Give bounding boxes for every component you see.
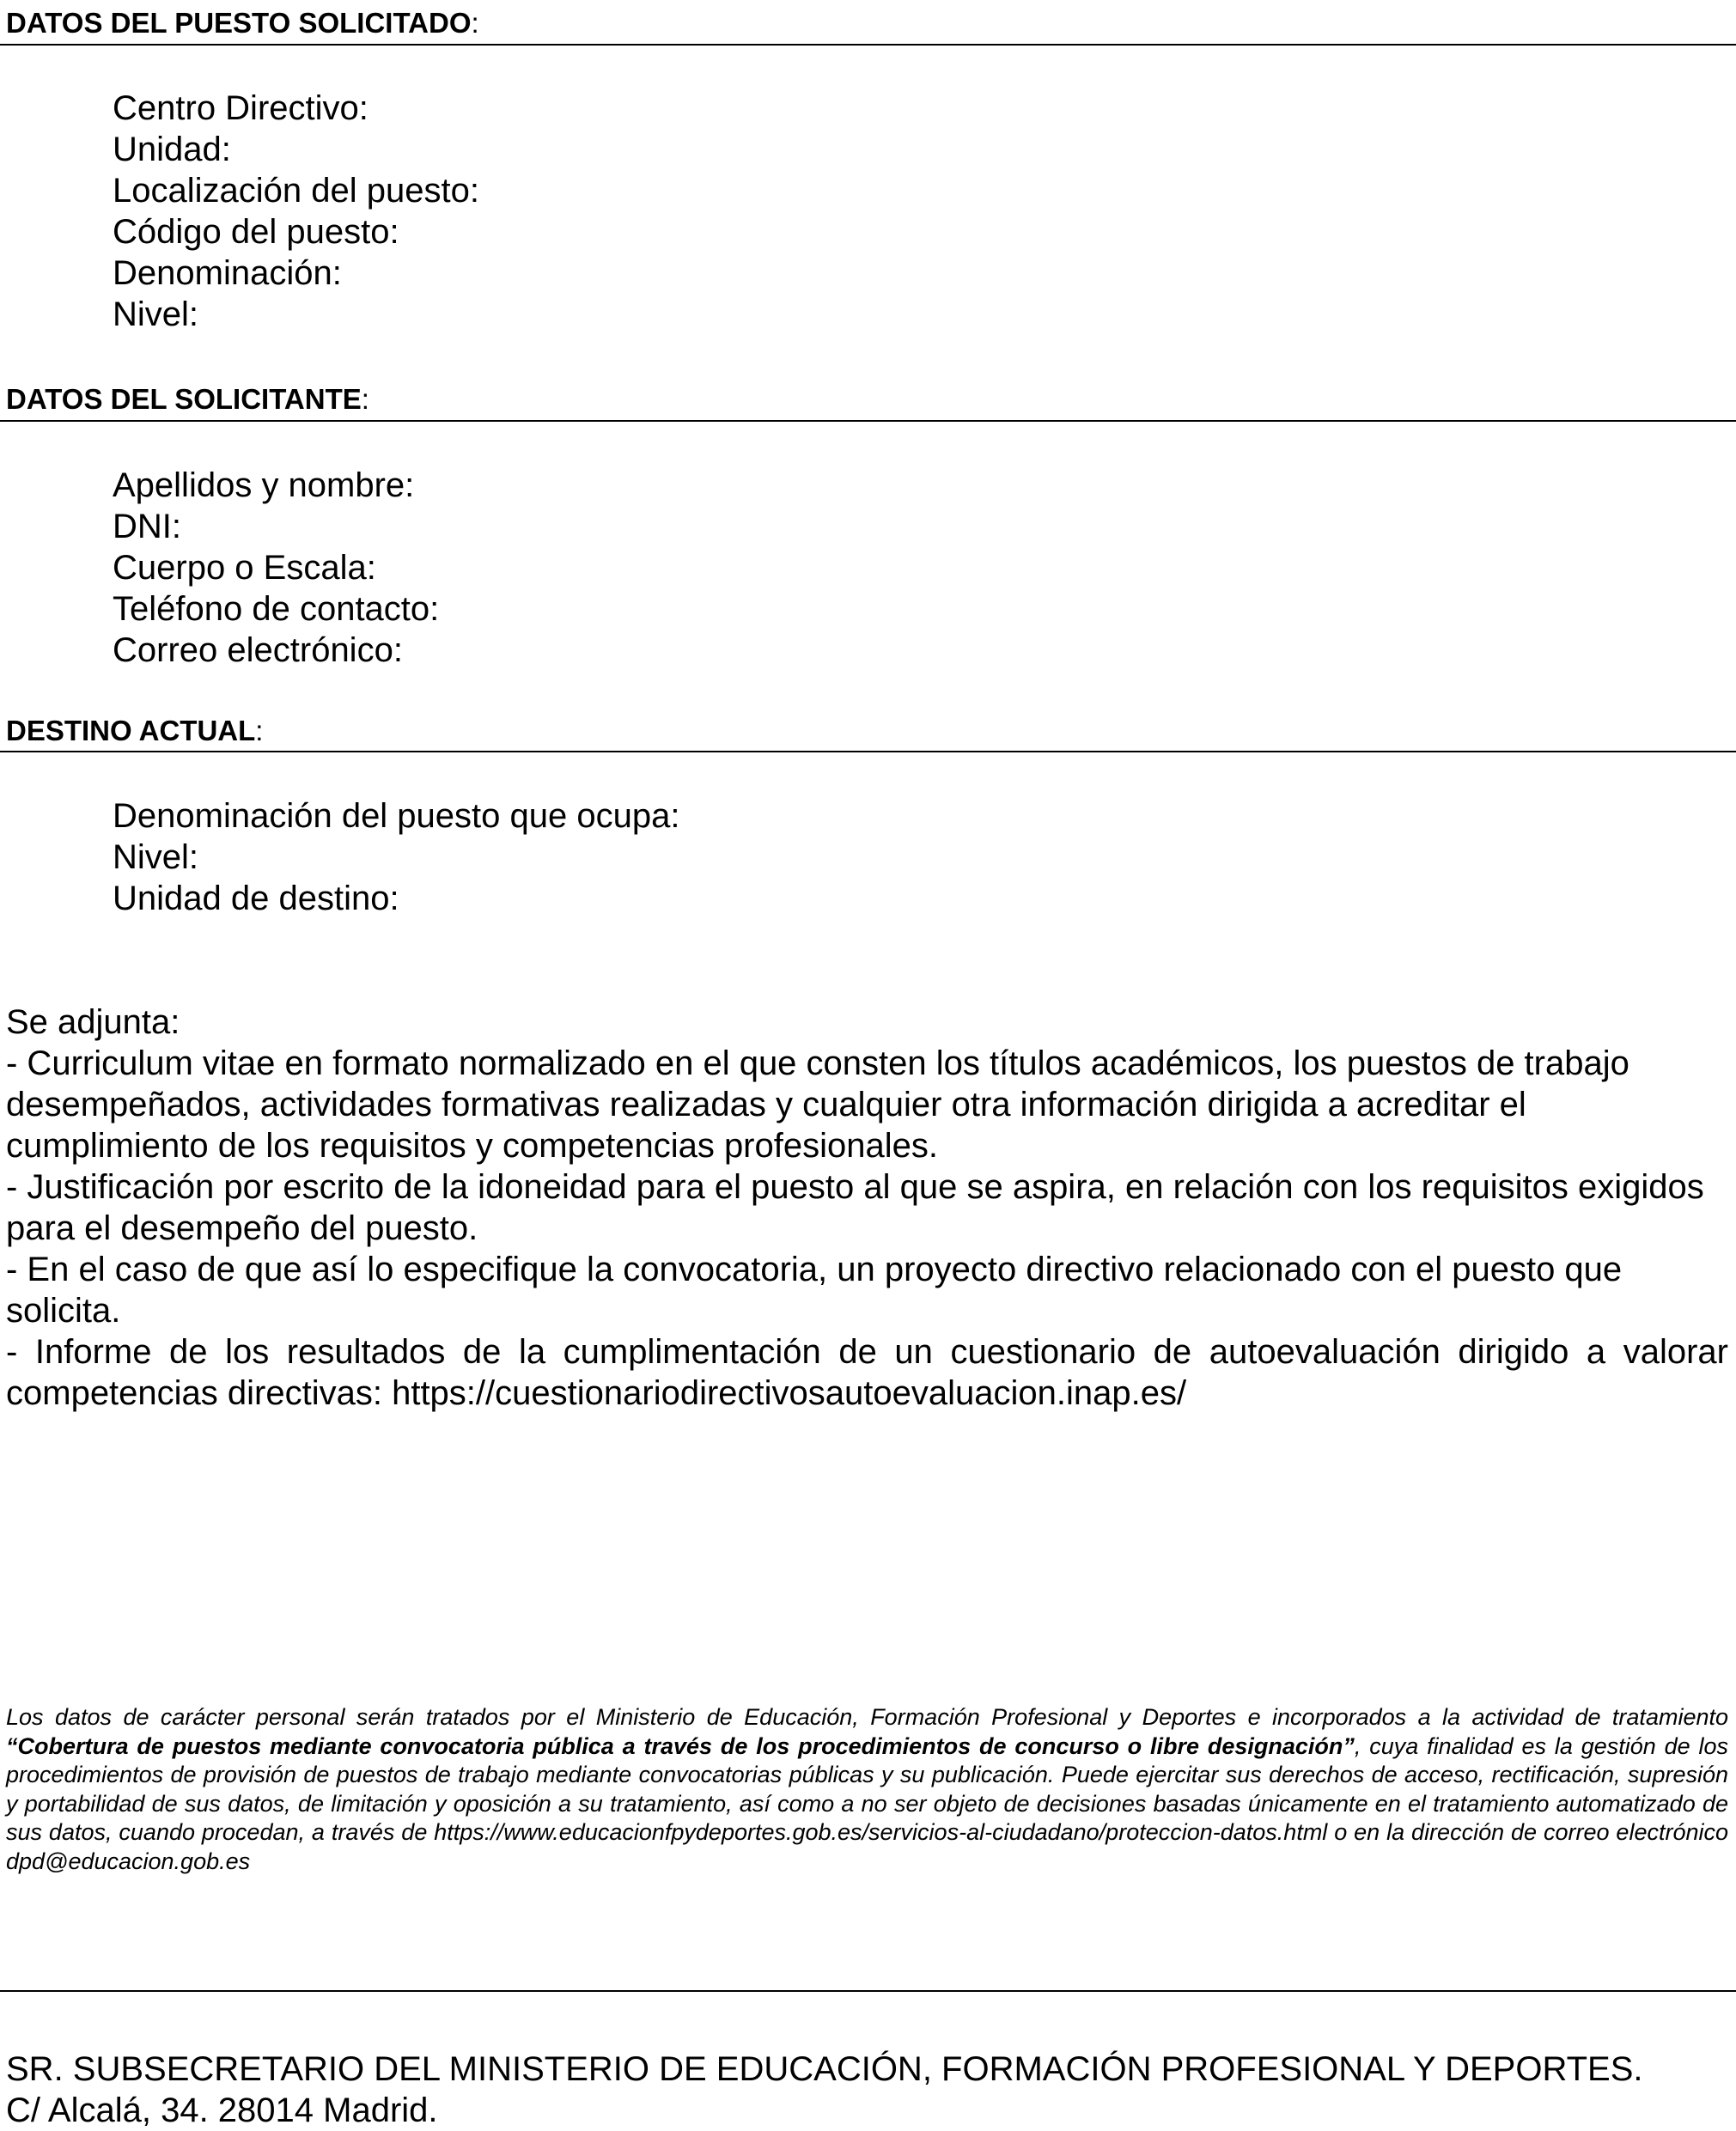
heading-colon: : xyxy=(255,715,264,746)
field-label: Centro Directivo: xyxy=(113,89,369,127)
privacy-activity: “Cobertura de puestos mediante convocatoria pública a través de los procedimientos de concurso o libre designación” xyxy=(6,1732,1355,1759)
field-label: Unidad de destino: xyxy=(113,880,399,917)
solicitante-fields xyxy=(113,465,439,671)
attachment-item: - Informe de los resultados de la cumplimentación de un cuestionario de autoevaluación dirigido a valorar competencias directivas: https://cuestionariodirectivosautoevaluacion.inap.es/ xyxy=(6,1333,1728,1412)
attachment-item: - En el caso de que así lo especifique la convocatoria, un proyecto directivo relacionado con el puesto que solicita. xyxy=(6,1251,1623,1330)
section-title: DATOS DEL SOLICITANTE xyxy=(6,383,362,415)
section-heading-destino xyxy=(6,714,263,748)
addressee-address: C/ Alcalá, 34. 28014 Madrid. xyxy=(6,2091,438,2129)
puesto-fields xyxy=(113,88,479,335)
section-title: DESTINO ACTUAL xyxy=(6,715,256,746)
field-label: Apellidos y nombre: xyxy=(113,466,415,504)
attachment-item: - Curriculum vitae en formato normalizado en el que consten los títulos académicos, los puestos de trabajo desempeñados, actividades formativas realizadas y cualquier otra información dirigida a acreditar el cumplimiento de los requisitos y competencias profesionales. xyxy=(6,1044,1629,1165)
section-title: DATOS DEL PUESTO SOLICITADO xyxy=(6,7,472,39)
field-label: Denominación del puesto que ocupa: xyxy=(113,797,680,835)
heading-colon: : xyxy=(471,7,479,39)
addressee-divider xyxy=(0,1990,1736,1992)
privacy-rest: , cuya finalidad es la gestión de los procedimientos de provisión de puestos de trabajo mediante convocatorias públicas y su publicación. Puede ejercitar sus derechos de acceso, rectificación, supresión y portabilidad de sus datos, de limitación y oposición a su tratamiento, así como a no ser objeto de decisiones basadas únicamente en el tratamiento automatizado de sus datos, cuando procedan, a través de https://www.educacionfpydeportes.gob.es/servicios-al-ciudadano/proteccion-datos.html o en la dirección de correo electrónico dpd@educacion.gob.es xyxy=(6,1732,1729,1874)
field-label: Cuerpo o Escala: xyxy=(113,549,376,587)
attachments-title: Se adjunta: xyxy=(6,1003,180,1041)
field-label: Localización del puesto: xyxy=(113,172,479,210)
field-label: Unidad: xyxy=(113,131,231,168)
field-label: Correo electrónico: xyxy=(113,631,403,669)
field-label: Teléfono de contacto: xyxy=(113,590,440,628)
field-label: Nivel: xyxy=(113,295,199,333)
field-label: Denominación: xyxy=(113,254,342,292)
addressee-block xyxy=(6,2049,1643,2131)
privacy-notice xyxy=(6,1703,1728,1876)
attachments-block xyxy=(6,1002,1728,1414)
section-heading-puesto xyxy=(6,6,479,40)
section-divider xyxy=(0,44,1736,46)
attachment-item: - Justificación por escrito de la idoneidad para el puesto al que se aspira, en relación con los requisitos exigidos para el desempeño del puesto. xyxy=(6,1168,1704,1247)
field-label: Nivel: xyxy=(113,838,199,876)
section-heading-solicitante xyxy=(6,382,369,417)
section-divider xyxy=(0,751,1736,752)
heading-colon: : xyxy=(361,383,369,415)
section-divider xyxy=(0,420,1736,422)
destino-fields xyxy=(113,795,679,919)
addressee-title: SR. SUBSECRETARIO DEL MINISTERIO DE EDUCACIÓN, FORMACIÓN PROFESIONAL Y DEPORTES. xyxy=(6,2050,1643,2088)
field-label: DNI: xyxy=(113,508,181,545)
privacy-intro: Los datos de carácter personal serán tratados por el Ministerio de Educación, Formación Profesional y Deportes e incorporados a la actividad de tratamiento xyxy=(6,1704,1728,1730)
field-label: Código del puesto: xyxy=(113,213,399,251)
